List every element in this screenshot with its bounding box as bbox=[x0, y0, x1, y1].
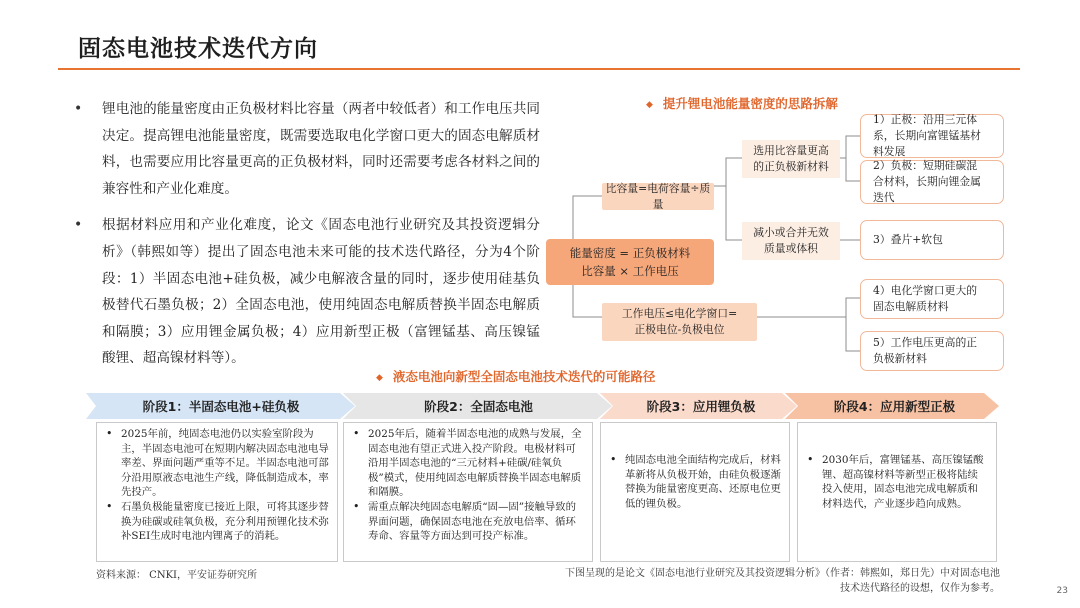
mindmap-label-text: 提升锂电池能量密度的思路拆解 bbox=[662, 96, 838, 111]
leaf-line: 系，长期向富锂锰基材 bbox=[873, 129, 981, 142]
stage-3-title: 阶段3：应用锂负极 bbox=[646, 399, 756, 414]
bullet-dot-icon: • bbox=[353, 427, 360, 440]
stage-point-text: 2030年后，富锂锰基、高压镍锰酸锂、超高镍材料等新型正极将陆续投入使用，固态电池完成电解质和材料迭代，产业逐步趋向成熟。 bbox=[822, 454, 984, 510]
mindmap-material-line: 的正负极新材料 bbox=[753, 160, 829, 173]
leaf-line: 1）正极：沿用三元体 bbox=[873, 113, 978, 126]
stages-label-text: 液态电池向新型全固态电池技术迭代的可能路径 bbox=[392, 369, 656, 384]
stage-1-title: 阶段1：半固态电池+硅负极 bbox=[142, 399, 300, 414]
stage-2-card bbox=[343, 422, 593, 562]
mindmap-process-line: 质量或体积 bbox=[764, 242, 818, 255]
stage-point-text: 2025年前，纯固态电池仍以实验室阶段为主，半固态电池可在短期内解决固态电池电导率差、界面问题严重等不足。半固态电池可部分沿用原液态电池生产线，降低制造成本，率先投产。 bbox=[121, 428, 329, 499]
bullet-dot-icon: • bbox=[610, 453, 617, 466]
stage-point-text: 纯固态电池全面结构完成后，材料革新将从负极开始，由硅负极逐渐替换为能量密度更高、还原电位更低的锂负极。 bbox=[625, 454, 781, 510]
stage-point-text: 需重点解决纯固态电解质“固—固”接触导致的界面问题，确保固态电池在充放电倍率、循环寿命、容量等方面达到可投产标准。 bbox=[368, 500, 577, 543]
stage-point-text: 石墨负极能量密度已接近上限，可将其逐步替换为硅碳或硅氧负极，充分利用预锂化技术弥补SEI生成时电池内锂离子的消耗。 bbox=[121, 500, 329, 543]
page-number: 23 bbox=[1056, 586, 1068, 596]
diamond-icon: ◆ bbox=[376, 373, 383, 383]
leaf-line: 4）电化学窗口更大的 bbox=[873, 284, 978, 297]
leaf-line: 2）负极：短期硅碳混 bbox=[873, 159, 978, 172]
stage-point bbox=[352, 500, 584, 544]
leaf-line: 合材料，长期向锂金属 bbox=[873, 175, 981, 188]
bullet-dot-icon: • bbox=[807, 453, 814, 466]
leaf-line: 料发展 bbox=[873, 145, 906, 158]
leaf-line: 负极新材料 bbox=[873, 352, 927, 365]
stage-point bbox=[105, 500, 329, 544]
stage-point bbox=[609, 453, 781, 511]
mindmap-voltage-line: 工作电压≤电化学窗口= bbox=[621, 307, 738, 320]
leaf-line: 固态电解质材料 bbox=[873, 300, 949, 313]
page-title: 固态电池技术迭代方向 bbox=[78, 36, 318, 62]
source-note: 资料来源： CNKI，平安证券研究所 bbox=[96, 570, 258, 581]
bullet-dot-icon: • bbox=[74, 101, 83, 117]
bullet-dot-icon: • bbox=[74, 217, 83, 234]
mindmap-root-line: 能量密度 = 正负极材料 bbox=[569, 246, 691, 260]
stage-4-card bbox=[797, 422, 997, 562]
mindmap-root-line: 比容量 × 工作电压 bbox=[581, 264, 679, 278]
stage-1-card bbox=[96, 422, 338, 562]
mindmap-voltage-line: 正极电位-负极电位 bbox=[634, 323, 725, 336]
leaf-line: 3）叠片+软包 bbox=[873, 233, 943, 246]
bullet-dot-icon: • bbox=[353, 499, 360, 513]
stage-point-text: 2025年后，随着半固态电池的成熟与发展，全固态电池有望正式进入投产阶段。电极材料可沿用半固态电池的“三元材料+硅碳/硅氧负极”模式，使用纯固态电解质替换半固态电解质和隔膜。 bbox=[368, 428, 582, 499]
stage-point bbox=[105, 427, 329, 500]
mindmap-material-line: 选用比容量更高 bbox=[753, 144, 829, 157]
stage-4-title: 阶段4：应用新型正极 bbox=[833, 399, 956, 414]
stage-3-card bbox=[600, 422, 790, 562]
mindmap-process-line: 减小或合并无效 bbox=[753, 226, 829, 239]
leaf-line: 迭代 bbox=[873, 191, 895, 204]
bullet-dot-icon: • bbox=[106, 499, 113, 513]
diamond-icon: ◆ bbox=[646, 100, 653, 110]
stage-2-title: 阶段2：全固态电池 bbox=[424, 399, 533, 414]
bullet-dot-icon: • bbox=[106, 427, 113, 440]
bullet-text: 根据材料应用和产业化难度，论文《固态电池行业研究及其投资逻辑分析》（韩熙如等）提出了固态电池未来可能的技术迭代路径，分为4个阶段：1）半固态电池+硅负极，减少电解液含量的同时，逐步使用硅基负极替代石墨负极；2）全固态电池，使用纯固态电解质替换半固态电解质和隔膜；3）应用锂金属负极；4）应用新型正极（富锂锰基、高压镍锰酸锂、超高镍材料等）。 bbox=[102, 217, 540, 367]
stage-point bbox=[806, 453, 988, 511]
bullet-text: 锂电池的能量密度由正负极材料比容量（两者中较低者）和工作电压共同决定。提高锂电池能量密度，既需要选取电化学窗口更大的固态电解质材料，也需要应用比容量更高的正负极材料，同时还需要考虑各材料之间的兼容性和产业化难度。 bbox=[102, 101, 540, 197]
mindmap-capacity-node: 比容量=电荷容量÷质量 bbox=[602, 183, 714, 210]
leaf-line: 5）工作电压更高的正 bbox=[873, 336, 978, 349]
figure-note: 下图呈现的是论文《固态电池行业研究及其投资逻辑分析》（作者：韩熙如，郑日先）中对固态电池技术迭代路径的设想，仅作为参考。 bbox=[565, 568, 1000, 594]
stage-point bbox=[352, 427, 584, 500]
